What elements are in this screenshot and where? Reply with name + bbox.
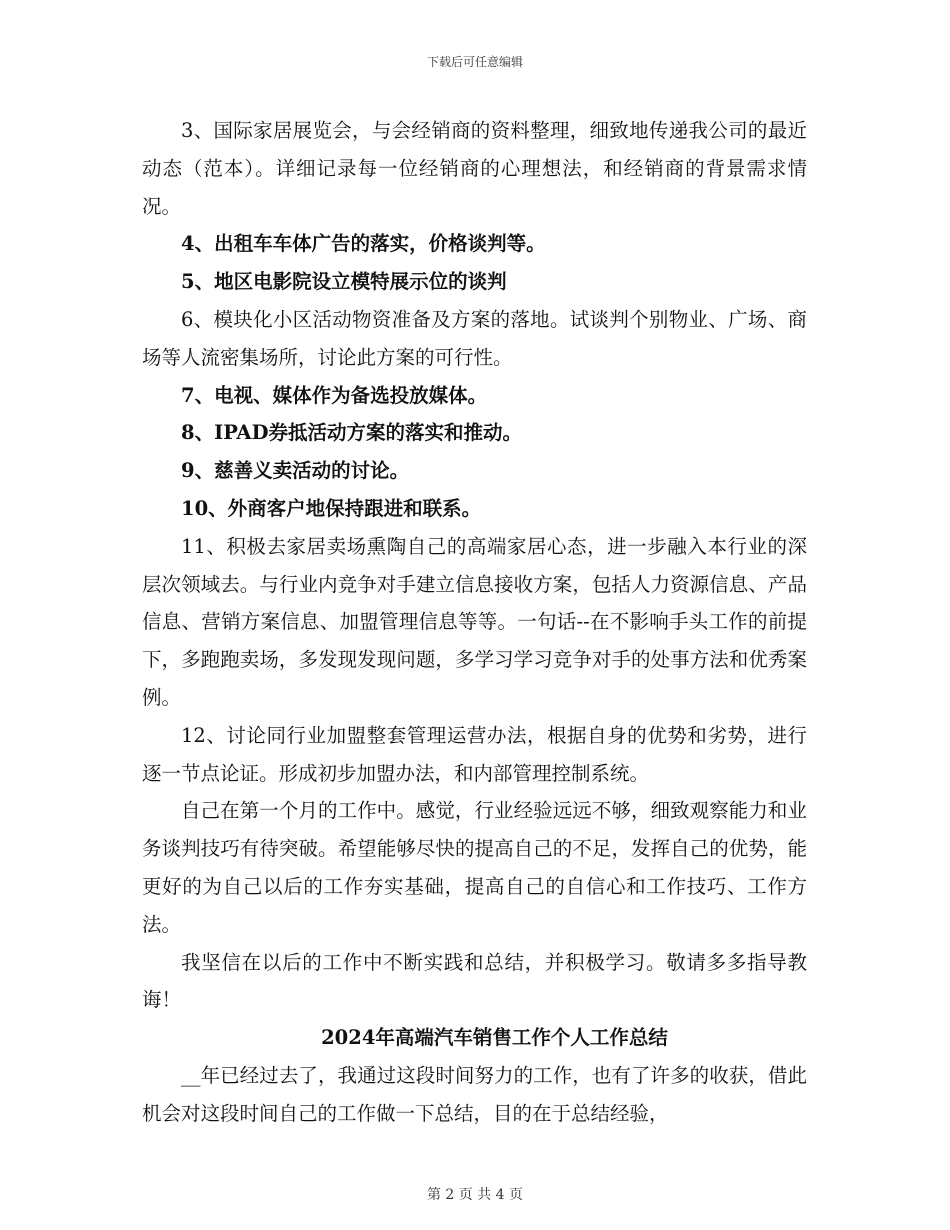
document-body: [142, 112, 807, 1133]
paragraph-item-9: 9、慈善义卖活动的讨论。: [181, 459, 410, 483]
paragraph-item-11: 11、积极去家居卖场熏陶自己的高端家居心态，进一步融入本行业的深层次领域去。与行业内竞争对手建立信息接收方案，包括人力资源信息、产品信息、营销方案信息、加盟管理信息等等。一句话--在不影响手头工作的前提下，多跑跑卖场，多发现发现问题，多学习学习竞争对手的处事方法和优秀案例。: [142, 534, 807, 709]
paragraph-item-7: 7、电视、媒体作为备选投放媒体。: [181, 383, 488, 407]
paragraph-closing: 我坚信在以后的工作中不断实践和总结，并积极学习。敬请多多指导教诲！: [142, 950, 807, 1012]
page-number: 第 2 页 共 4 页: [426, 1187, 524, 1203]
paragraph-item-3: 3、国际家居展览会，与会经销商的资料整理，细致地传递我公司的最近动态（范本）。详细记录每一位经销商的心理想法，和经销商的背景需求情况。: [142, 119, 807, 218]
paragraph-summary-intro: __年已经过去了，我通过这段时间努力的工作，也有了许多的收获，借此机会对这段时间自己的工作做一下总结，目的在于总结经验，: [142, 1063, 807, 1125]
page-header-note: 下载后可任意编辑: [426, 55, 523, 69]
paragraph-reflection: 自己在第一个月的工作中。感觉，行业经验远远不够，细致观察能力和业务谈判技巧有待突破。希望能够尽快的提高自己的不足，发挥自己的优势，能更好的为自己以后的工作夯实基础，提高自己的自信心和工作技巧、工作方法。: [142, 799, 807, 936]
paragraph-item-10: 10、外商客户地保持跟进和联系。: [181, 496, 482, 520]
paragraph-item-5: 5、地区电影院设立模特展示位的谈判: [181, 270, 507, 294]
paragraph-item-12: 12、讨论同行业加盟整套管理运营办法，根据自身的优势和劣势，进行逐一节点论证。形成初步加盟办法，和内部管理控制系统。: [142, 723, 807, 785]
paragraph-item-8: 8、IPAD券抵活动方案的落实和推动。: [181, 421, 522, 445]
paragraph-item-6: 6、模块化小区活动物资准备及方案的落地。试谈判个别物业、广场、商场等人流密集场所，讨论此方案的可行性。: [142, 307, 807, 369]
section-title: 2024年高端汽车销售工作个人工作总结: [321, 1026, 668, 1050]
paragraph-item-4: 4、出租车车体广告的落实，价格谈判等。: [181, 232, 546, 256]
